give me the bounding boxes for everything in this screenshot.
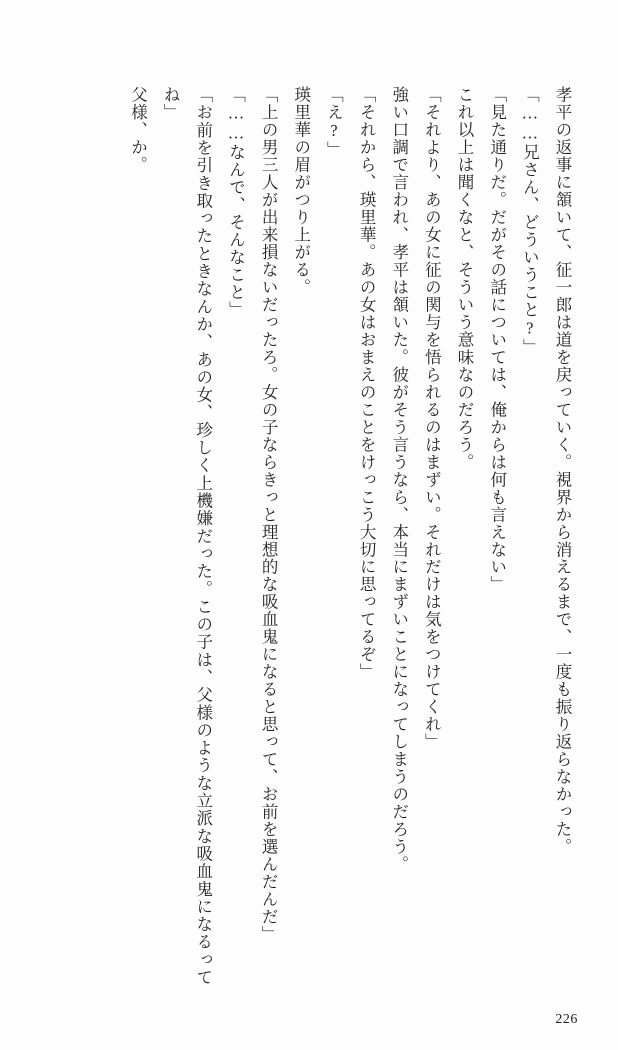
paragraph-6: 強い口調で言われ、孝平は頷いた。彼がそう言うなら、本当にまずいことになってしまうのだろう。 [389,86,409,874]
vertical-text-body [38,86,578,986]
paragraph-1: 孝平の返事に頷いて、征一郎は道を戻っていく。視界から消えるまで、一度も振り返らなかった。 [553,86,572,856]
paragraph-11: 「……なんで、そんなこと」 [226,86,246,319]
paragraph-13: 父様、か。 [128,86,148,174]
paragraph-9: 瑛里華の眉がつり上がる。 [291,86,311,296]
paragraph-2: 「……兄さん、どういうこと?」 [520,86,540,356]
page-number: 226 [555,1012,578,1027]
paragraph-12: 「お前を引き取ったときなんか、あの女、珍しく上機嫌だった。この子は、父様のような立派な吸血鬼になるってね」 [161,86,213,986]
paragraph-7: 「それから、瑛里華。あの女はおまえのことをけっこう大切に思ってるぞ」 [357,86,377,681]
paragraph-8: 「え?」 [324,86,344,159]
paragraph-5: 「それより、あの女に征の関与を悟られるのはまずい。それだけは気をつけてくれ」 [422,86,442,751]
paragraph-3: 「見た通りだ。だがその話については、俺からは何も言えない」 [487,86,507,594]
paragraph-4: これ以上は聞くなと、そういう意味なのだろう。 [455,86,475,471]
paragraph-10: 「上の男三人が出来損ないだったろ。女の子ならきっと理想的な吸血鬼になると思って、お前を選んだんだ」 [259,86,279,944]
